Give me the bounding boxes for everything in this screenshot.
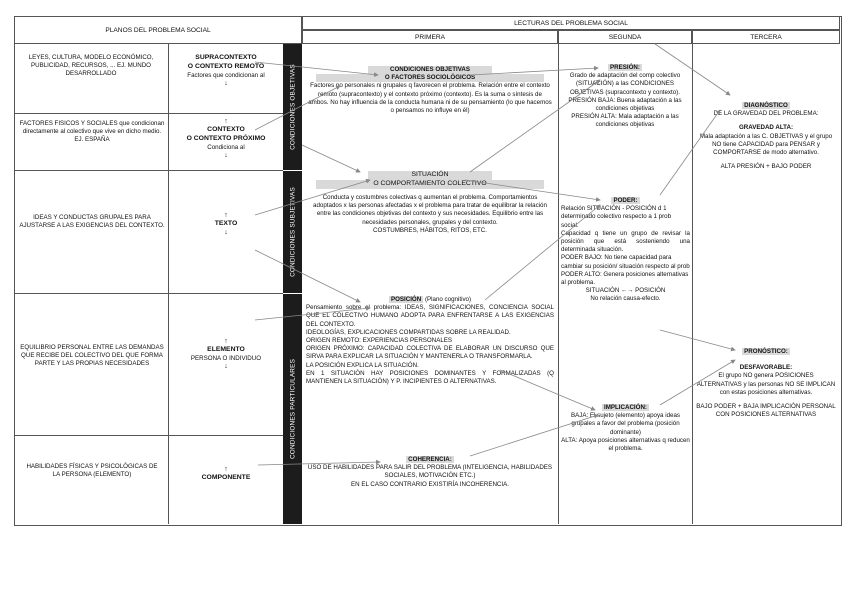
grid-line <box>14 435 283 436</box>
posicion-line-3: ORIGEN REMOTO: EXPERIENCIAS PERSONALES <box>306 336 453 344</box>
mid-texto <box>170 212 282 237</box>
mid-componente <box>170 466 282 483</box>
supracontexto-title: SUPRACONTEXTO <box>195 54 257 61</box>
contexto-note: Condiciona al <box>207 144 245 152</box>
situacion-text: Conducta y costumbres colectivas q aumentan el problema. Comportamientos adoptados x las personas afectadas x el problema para tratar de equilibrar la relación entre las condiciones objetivas del contexto y sus necesidades. Equilibrio entre las necesidades personales, grupales y del contexto. <box>313 193 547 226</box>
poder-arrow: SITUACIÓN ←→ POSICIÓN <box>585 287 666 295</box>
tercera-pronostico <box>696 348 836 419</box>
supracontexto-sub: O CONTEXTO REMOTO <box>187 62 265 70</box>
primera-coherencia <box>306 456 554 489</box>
alta-presion: ALTA PRESIÓN + BAJO PODER <box>720 163 812 171</box>
componente-title: COMPONENTE <box>201 474 251 482</box>
posicion-title: POSICIÓN <box>390 296 422 303</box>
segunda-presion <box>561 64 689 130</box>
coherencia-line-2: EN EL CASO CONTRARIO EXISTIRÍA INCOHERENCIA. <box>351 480 509 488</box>
objetivas-title: CONDICIONES OBJETIVAS <box>368 66 492 74</box>
diag-sub: DE LA GRAVEDAD DEL PROBLEMA: <box>713 110 819 118</box>
arrow-down-icon: ↓ <box>224 363 228 371</box>
contexto-title: CONTEXTO <box>207 126 245 134</box>
left-row-elemento: EQUILIBRIO PERSONAL ENTRE LAS DEMANDAS QUE RECIBE DEL COLECTIVO DEL QUE FORMA PARTE Y LAS PROPIAS NECESIDADES <box>20 344 164 368</box>
presion-alta: PRESIÓN ALTA: Mala adaptación a las condiciones objetivas <box>571 113 679 129</box>
poder-alto: PODER ALTO: Genera posiciones alternativas al problema. <box>561 270 689 286</box>
contexto-sub: O CONTEXTO PRÓXIMO <box>186 135 266 143</box>
arrow-up-icon: ↑ <box>224 212 228 219</box>
segunda-implicacion <box>561 404 690 453</box>
header-lecturas: LECTURAS DEL PROBLEMA SOCIAL <box>302 16 840 30</box>
diag-title: DIAGNÓSTICO <box>744 102 788 109</box>
objetivas-sub: O FACTORES SOCIOLÓGICOS <box>316 74 544 82</box>
primera-situacion <box>308 171 552 235</box>
arrow-up-icon: ↑ <box>224 118 228 125</box>
grid-line <box>692 44 693 524</box>
prono-title: PRONÓSTICO: <box>744 348 788 355</box>
grid-line <box>168 44 169 524</box>
mid-supracontexto <box>170 54 282 88</box>
arrow-up-icon: ↑ <box>224 466 228 473</box>
bajo-poder: BAJO PODER + BAJA IMPLICACIÓN PERSONAL CON POSICIONES ALTERNATIVAS <box>696 402 836 419</box>
situacion-sub: O COMPORTAMIENTO COLECTIVO <box>316 180 544 189</box>
implicacion-baja: BAJA: El sujeto (elemento) apoya ideas grupales a favor del problema (posición dominante) <box>570 412 681 436</box>
poder-title: PODER: <box>613 197 638 204</box>
left-row-supracontexto: LEYES, CULTURA, MODELO ECONÓMICO, PUBLICIDAD, RECURSOS, ... EJ. MUNDO DESARROLLADO <box>28 54 154 78</box>
poder-bajo: PODER BAJO: No tiene capacidad para cambiar su posición/ situación respecto al prob <box>561 254 690 270</box>
desf-text: El grupo NO genera POSICIONES ALTERNATIVAS y las personas NO SE IMPLICAN con estas posiciones alternativas. <box>696 372 836 396</box>
arrow-down-icon: ↓ <box>224 229 228 237</box>
grid-line <box>14 293 283 294</box>
left-row-componente: HABILIDADES FÍSICAS Y PSICOLÓGICAS DE LA PERSONA (ELEMENTO) <box>26 463 158 479</box>
elemento-sub: PERSONA O INDIVIDUO <box>190 355 262 363</box>
arrow-up-icon: ↑ <box>224 338 228 345</box>
left-row-texto: IDEAS Y CONDUCTAS GRUPALES PARA AJUSTARSE A LAS EXIGENCIAS DEL CONTEXTO. <box>19 214 165 230</box>
header-tercera: TERCERA <box>692 30 840 44</box>
implicacion-alta: ALTA: Apoya posiciones alternativas q reducen el problema. <box>561 436 690 452</box>
primera-condiciones-objetivas <box>308 66 552 115</box>
bar-condiciones-particulares: CONDICIONES PARTICULARES <box>283 294 302 524</box>
left-row-contexto: FACTORES FISICOS Y SOCIALES que condicionan directamente al colectivo que vive en dicho medio. EJ. ESPAÑA <box>19 120 165 144</box>
mid-elemento <box>170 338 282 372</box>
arrow-down-icon: ↓ <box>224 80 228 88</box>
grid-line <box>558 44 559 524</box>
presion-title: PRESIÓN: <box>610 64 640 71</box>
bar-condiciones-subjetivas: CONDICIONES SUBJETIVAS <box>283 171 302 293</box>
elemento-title: ELEMENTO <box>207 346 245 354</box>
coherencia-title: COHERENCIA: <box>408 456 452 463</box>
mid-contexto <box>170 118 282 161</box>
posicion-line-6: EN 1 SITUACIÓN HAY POSICIONES DOMINANTES Y FORMALIZADAS (Q MANTIENEN LA SITUACIÓN) Y P. INCIPIENTES O ALTERNATIVAS. <box>306 369 554 385</box>
arrow-down-icon: ↓ <box>224 152 228 160</box>
poder-text: Relación SITUACIÓN - POSICIÓN d 1 determinado colectivo respecto a 1 prob social. <box>561 205 672 229</box>
grid-line <box>14 170 283 171</box>
poder-no: No relación causa-efecto. <box>590 295 661 303</box>
objetivas-text: Factores no personales ni grupales q favorecen el problema. Relación entre el contexto remoto (supracontexto) y el contexto próximo (contexto). Es la suma o síntesis de ambos. No hay influencia de la conducta humana ni de su pensamiento (lo que hacemos o pensamos no influye en él) <box>308 82 552 114</box>
posicion-line-2: IDEOLOGÍAS, EXPLICACIONES COMPARTIDAS SOBRE LA REALIDAD. <box>306 328 511 336</box>
grav-title: GRAVEDAD ALTA: <box>738 124 794 132</box>
header-planos: PLANOS DEL PROBLEMA SOCIAL <box>14 16 302 44</box>
poder-text-2: Capacidad q tiene un grupo de revisar la posición que está sosteniendo una determinada situación. <box>561 229 690 254</box>
posicion-note: (Plano cognitivo) <box>424 296 472 303</box>
grid-line <box>14 113 283 114</box>
supracontexto-note: Factores que condicionan al <box>187 71 265 79</box>
posicion-line-5: LA POSICIÓN EXPLICA LA SITUACIÓN. <box>306 361 419 369</box>
situacion-costumbres: COSTUMBRES, HÁBITOS, RITOS, ETC. <box>373 226 487 234</box>
tercera-diagnostico <box>696 102 836 171</box>
primera-posicion <box>306 296 554 386</box>
bar-condiciones-objetivas: CONDICIONES OBJETIVAS <box>283 44 302 170</box>
grav-text: Mala adaptación a las C. OBJETIVAS y el grupo NO tiene CAPACIDAD para PENSAR y COMPORTARSE de modo alternativo. <box>699 132 833 156</box>
header-segunda: SEGUNDA <box>558 30 692 44</box>
texto-title: TEXTO <box>214 220 238 228</box>
desf-title: DESFAVORABLE: <box>739 364 793 372</box>
header-primera: PRIMERA <box>302 30 558 44</box>
posicion-text: Pensamiento sobre el problema: IDEAS, SIGNIFICACIONES, CONCIENCIA SOCIAL QUE EL COLECTIVO HUMANO ADOPTA PARA ENFRENTARSE A LAS EXIGENCIAS DEL CONTEXTO. <box>306 304 554 328</box>
implicacion-title: IMPLICACIÓN: <box>604 404 647 411</box>
presion-baja: PRESIÓN BAJA: Buena adaptación a las condiciones objetivas <box>568 96 682 112</box>
presion-text: Grado de adaptación del comp colectivo (SITUACIÓN) a las CONDICIONES OBJETIVAS (supracontexto y contexto). <box>569 72 681 96</box>
segunda-poder <box>561 197 690 303</box>
coherencia-text: USO DE HABILIDADES PARA SALIR DEL PROBLEMA (INTELIGENCIA, HABILIDADES SOCIALES, MOTIVACIÓN ETC.) <box>307 464 553 480</box>
posicion-line-4: ORIGEN PRÓXIMO: CAPACIDAD COLECTIVA DE ELABORAR UN DISCURSO QUE SIRVA PARA EXPLICAR LA SITUACIÓN Y MANTENERLA O TRANSFORMARLA. <box>306 345 554 361</box>
situacion-title: SITUACIÓN <box>368 171 492 180</box>
